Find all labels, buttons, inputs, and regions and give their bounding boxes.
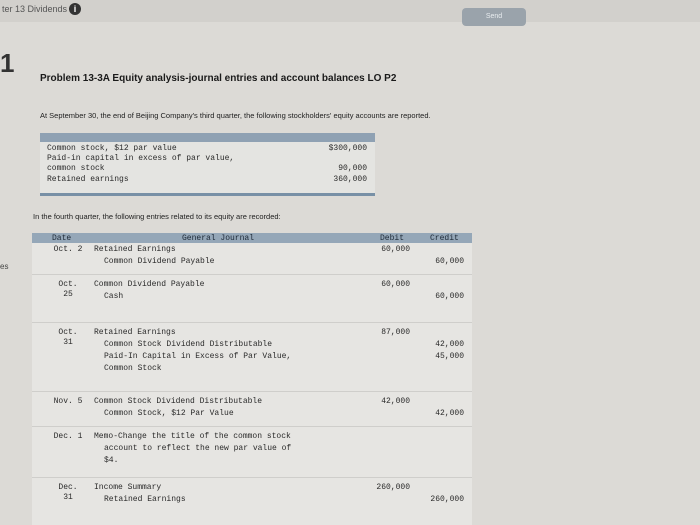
- journal-account-text: Retained Earnings: [94, 245, 176, 254]
- entry-divider: [32, 426, 472, 427]
- journal-account-text: Common Stock Dividend Distributable: [104, 340, 273, 349]
- problem-title: Problem 13-3A Equity analysis-journal entries and account balances LO P2: [40, 73, 397, 84]
- journal-credit: 60,000: [435, 292, 464, 301]
- problem-intro: At September 30, the end of Beijing Company's third quarter, the following stockholders' equity accounts are reported.: [40, 111, 431, 120]
- journal-account-text: Paid-In Capital in Excess of Par Value,: [104, 352, 292, 361]
- entry-date-part: Dec. 1: [53, 432, 83, 441]
- chapter-title: ter 13 Dividends: [2, 4, 68, 14]
- journal-account-text: Common Stock Dividend Distributable: [94, 397, 263, 406]
- header-credit: Credit: [430, 234, 459, 243]
- journal-credit: 42,000: [435, 340, 464, 349]
- entry-divider: [32, 477, 472, 478]
- journal-account-text: Common Stock, $12 Par Value: [104, 409, 234, 418]
- equity-account-label: common stock: [47, 164, 105, 173]
- journal-debit: 42,000: [381, 397, 410, 406]
- entry-date: [50, 280, 86, 300]
- journal-debit: 87,000: [381, 328, 410, 337]
- entry-date: [50, 483, 86, 503]
- entry-date: [50, 328, 86, 348]
- equity-account-amount: 90,000: [338, 164, 367, 173]
- equity-account-amount: 360,000: [333, 175, 367, 184]
- entry-date: [50, 432, 86, 442]
- entry-date-part: Oct. 2: [53, 245, 83, 254]
- fourth-quarter-text: In the fourth quarter, the following entries related to its equity are recorded:: [33, 212, 281, 221]
- entry-divider: [32, 322, 472, 323]
- header-date: Date: [52, 234, 72, 243]
- journal-header: [32, 233, 472, 243]
- info-icon[interactable]: i: [69, 3, 81, 15]
- equity-account-label: Retained earnings: [47, 175, 129, 184]
- equity-account-amount: $300,000: [328, 144, 367, 153]
- journal-credit: 260,000: [430, 495, 464, 504]
- entry-date: [50, 397, 86, 407]
- journal-account-text: Income Summary: [94, 483, 162, 492]
- header-debit: Debit: [380, 234, 405, 243]
- send-button[interactable]: Send: [462, 8, 526, 26]
- journal-account-text: Common Dividend Payable: [94, 280, 205, 289]
- question-number: 1: [0, 48, 15, 78]
- entry-date-part: Nov. 5: [53, 397, 83, 406]
- equity-account-label: Common stock, $12 par value: [47, 144, 177, 153]
- entry-divider: [32, 274, 472, 275]
- journal-credit: 45,000: [435, 352, 464, 361]
- journal-account-text: Retained Earnings: [104, 495, 186, 504]
- journal-credit: 42,000: [435, 409, 464, 418]
- entry-date-part: Oct.: [58, 328, 78, 337]
- general-journal: [32, 233, 472, 525]
- journal-account-text: $4.: [104, 456, 119, 465]
- journal-account-text: Common Stock: [104, 364, 162, 373]
- journal-account-text: Retained Earnings: [94, 328, 176, 337]
- journal-account-text: account to reflect the new par value of: [104, 444, 292, 453]
- journal-debit: 60,000: [381, 280, 410, 289]
- top-bar: [0, 0, 700, 22]
- entry-date-part: 31: [63, 338, 73, 347]
- entry-date-part: 25: [63, 290, 73, 299]
- journal-debit: 60,000: [381, 245, 410, 254]
- journal-account-text: Cash: [104, 292, 124, 301]
- header-account: General Journal: [182, 234, 255, 243]
- table-bottom-rule: [40, 193, 375, 196]
- entry-date-part: Oct.: [58, 280, 78, 289]
- equity-account-label: Paid-in capital in excess of par value,: [47, 154, 235, 163]
- equity-accounts-table: [40, 133, 375, 196]
- journal-account-text: Memo-Change the title of the common stock: [94, 432, 291, 441]
- left-marker: es: [0, 262, 9, 271]
- entry-divider: [32, 391, 472, 392]
- journal-credit: 60,000: [435, 257, 464, 266]
- entry-date-part: 31: [63, 493, 73, 502]
- journal-debit: 260,000: [376, 483, 410, 492]
- table-header-bar: [40, 133, 375, 142]
- entry-date-part: Dec.: [58, 483, 78, 492]
- entry-date: [50, 245, 86, 255]
- journal-account-text: Common Dividend Payable: [104, 257, 215, 266]
